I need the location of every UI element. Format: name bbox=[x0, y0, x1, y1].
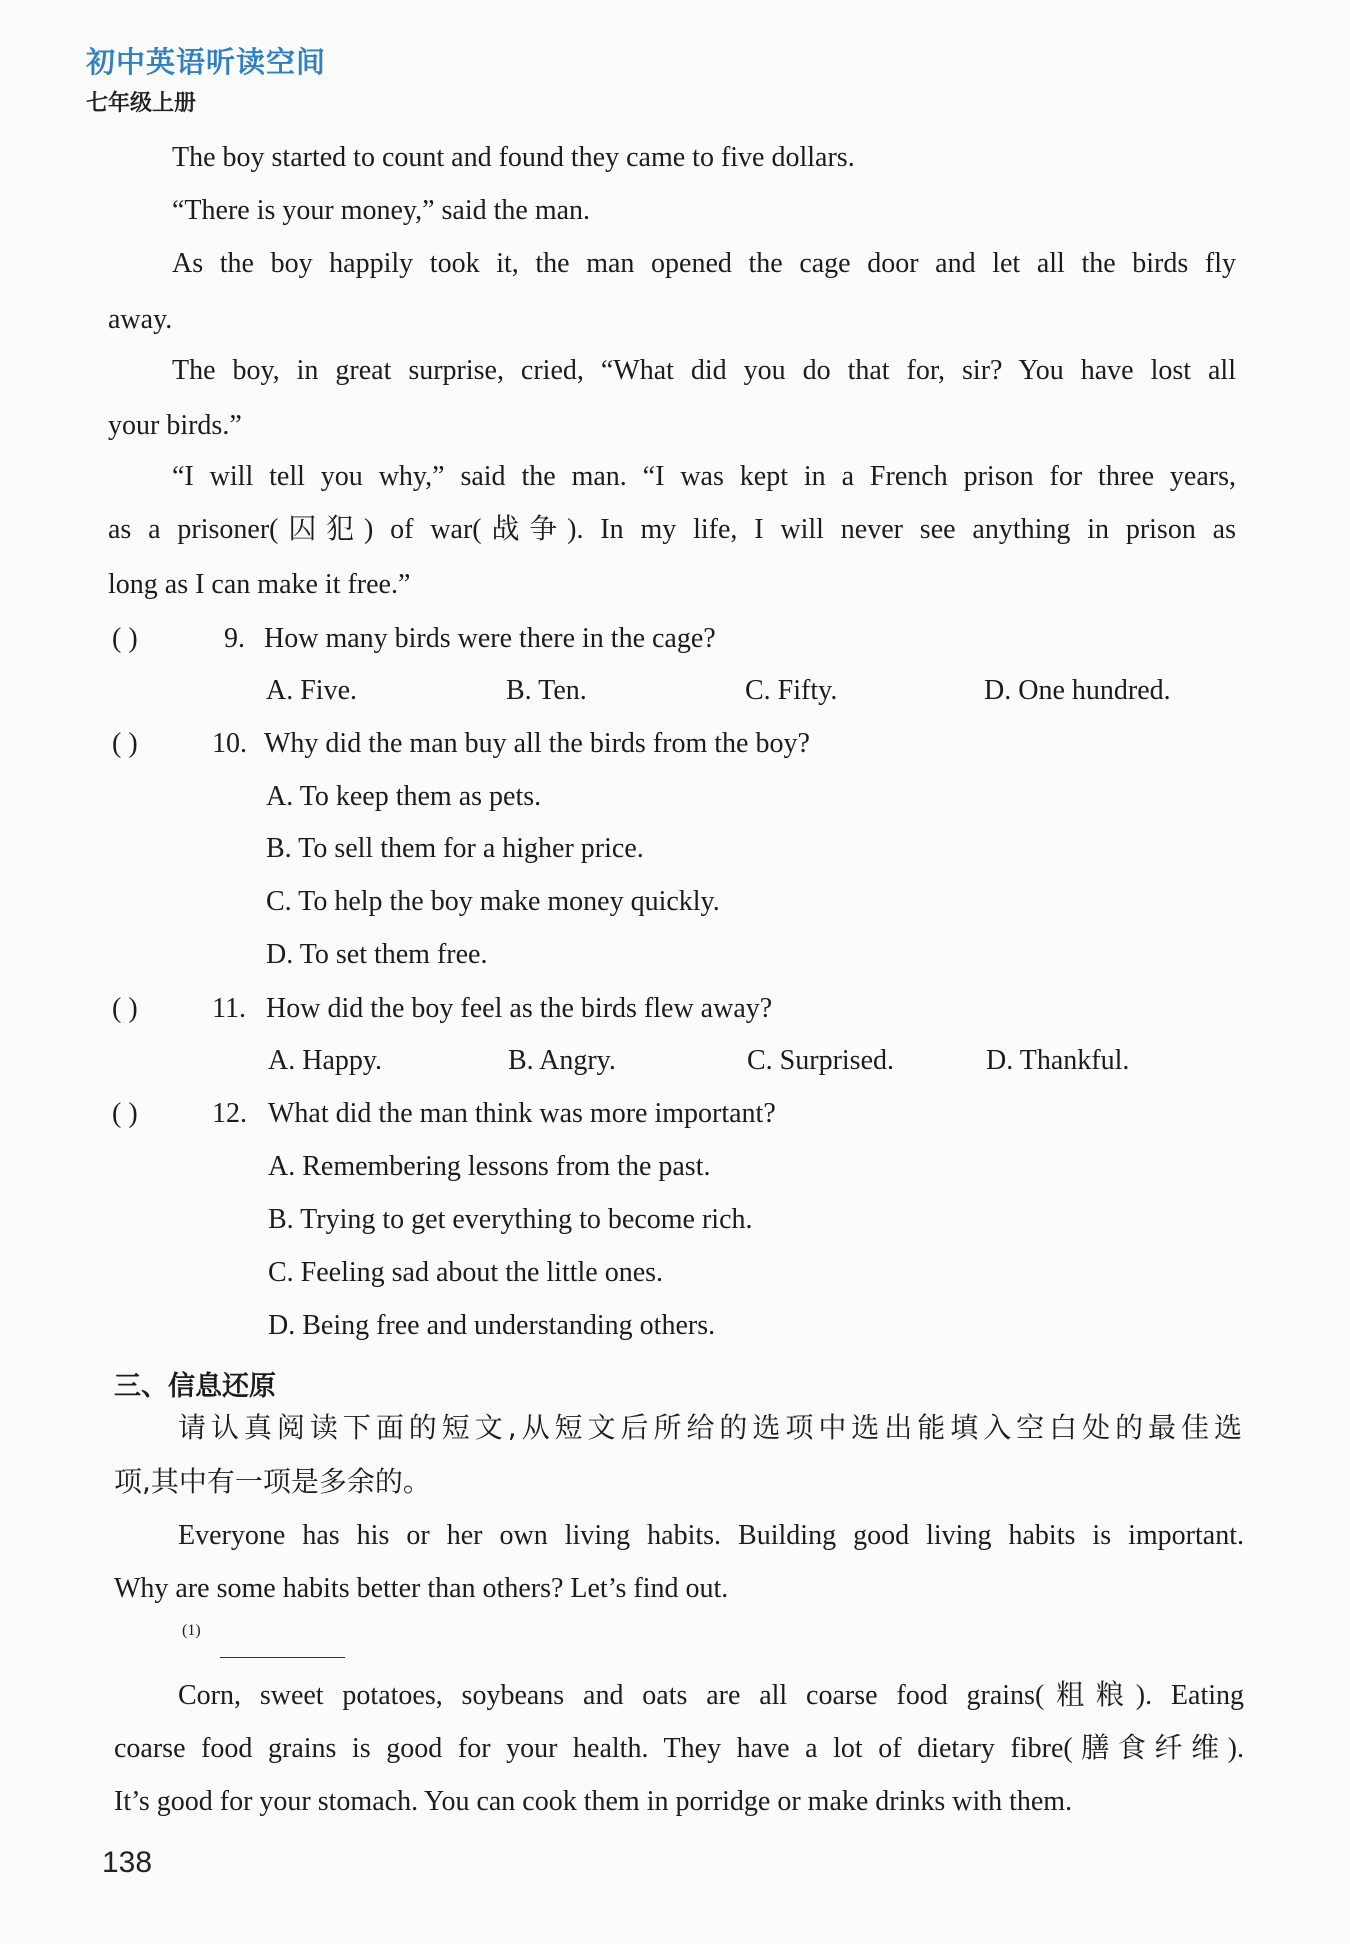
option-c[interactable]: C. Surprised. bbox=[747, 1045, 894, 1076]
story-line: “I will tell you why,” said the man. “I was kept in a French prison for three years, bbox=[172, 461, 1236, 492]
option-c[interactable]: C. Feeling sad about the little ones. bbox=[268, 1257, 664, 1288]
option-a[interactable]: A. To keep them as pets. bbox=[266, 781, 542, 812]
question-number: 11. bbox=[212, 993, 246, 1024]
option-c[interactable]: C. Fifty. bbox=[745, 675, 838, 706]
question-text: How many birds were there in the cage? bbox=[264, 623, 716, 654]
story-line: The boy started to count and found they came to five dollars. bbox=[172, 142, 855, 173]
book-title: 初中英语听读空间 bbox=[86, 45, 327, 79]
story-line: As the boy happily took it, the man opened the cage door and let all the birds fly bbox=[172, 248, 1236, 279]
option-b[interactable]: B. To sell them for a higher price. bbox=[266, 833, 644, 864]
option-d[interactable]: D. One hundred. bbox=[984, 675, 1171, 706]
story-line: The boy, in great surprise, cried, “What did you do that for, sir? You have lost all bbox=[172, 355, 1236, 386]
option-a[interactable]: A. Remembering lessons from the past. bbox=[268, 1151, 711, 1182]
page-number: 138 bbox=[102, 1846, 153, 1879]
option-d[interactable]: D. Being free and understanding others. bbox=[268, 1310, 716, 1341]
option-a[interactable]: A. Happy. bbox=[268, 1045, 383, 1076]
question-number: 12. bbox=[212, 1098, 247, 1129]
question-text: How did the boy feel as the birds flew away? bbox=[266, 993, 773, 1024]
option-b[interactable]: B. Angry. bbox=[508, 1045, 616, 1076]
passage-line: It’s good for your stomach. You can cook them in porridge or make drinks with them. bbox=[114, 1786, 1073, 1817]
option-b[interactable]: B. Ten. bbox=[506, 675, 587, 706]
option-d[interactable]: D. To set them free. bbox=[266, 939, 488, 970]
answer-bracket[interactable]: ( ) bbox=[112, 623, 138, 654]
section-heading: 三、信息还原 bbox=[114, 1371, 276, 1402]
option-c[interactable]: C. To help the boy make money quickly. bbox=[266, 886, 720, 917]
book-subtitle: 七年级上册 bbox=[86, 91, 197, 116]
passage-line: Why are some habits better than others? Let’s find out. bbox=[114, 1573, 729, 1604]
passage-line: Everyone has his or her own living habits. Building good living habits is important. bbox=[178, 1520, 1244, 1551]
answer-bracket[interactable]: ( ) bbox=[112, 1098, 138, 1129]
option-d[interactable]: D. Thankful. bbox=[986, 1045, 1130, 1076]
answer-bracket[interactable]: ( ) bbox=[112, 993, 138, 1024]
option-b[interactable]: B. Trying to get everything to become rich. bbox=[268, 1204, 753, 1235]
blank-number: (1) bbox=[182, 1622, 201, 1639]
question-text: What did the man think was more important? bbox=[268, 1098, 776, 1129]
instruction-line: 请认真阅读下面的短文,从短文后所给的选项中选出能填入空白处的最佳选 bbox=[178, 1411, 1242, 1444]
question-number: 10. bbox=[212, 728, 247, 759]
story-line: away. bbox=[108, 304, 173, 335]
answer-blank[interactable] bbox=[220, 1657, 345, 1658]
story-line: as a prisoner(囚犯) of war(战争). In my life, I will never see anything in prison as bbox=[108, 514, 1236, 545]
passage-line: coarse food grains is good for your health. They have a lot of dietary fibre(膳食纤维). bbox=[114, 1733, 1244, 1764]
option-a[interactable]: A. Five. bbox=[266, 675, 357, 706]
question-number: 9. bbox=[224, 623, 245, 654]
question-text: Why did the man buy all the birds from the boy? bbox=[264, 728, 810, 759]
instruction-line: 项,其中有一项是多余的。 bbox=[114, 1465, 431, 1498]
story-line: long as I can make it free.” bbox=[108, 569, 411, 600]
story-line: “There is your money,” said the man. bbox=[172, 195, 591, 226]
answer-bracket[interactable]: ( ) bbox=[112, 728, 138, 759]
passage-line: Corn, sweet potatoes, soybeans and oats are all coarse food grains(粗粮). Eating bbox=[178, 1680, 1244, 1711]
story-line: your birds.” bbox=[108, 410, 242, 441]
